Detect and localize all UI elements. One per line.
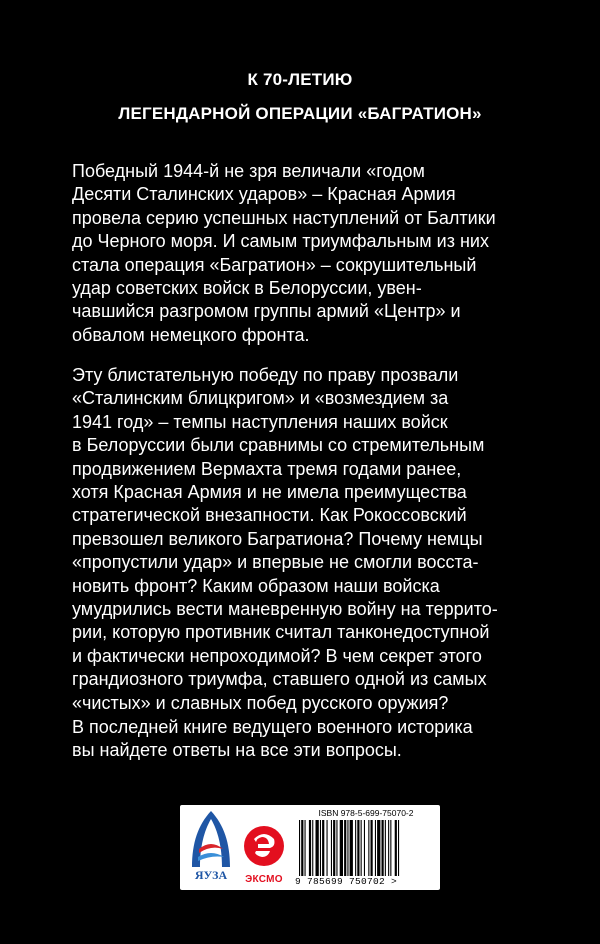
text-line: рии, которую противник считал танконедоступной [72,622,490,643]
text-line: «чистых» и славных побед русского оружия? [72,692,449,713]
barcode-digits: 9 785699 750702 > [295,876,398,887]
barcode [295,808,437,888]
publisher-barcode-strip [180,805,440,890]
text-line: «пропустили удар» и впервые не смогли восста- [72,552,479,573]
text-line: новить фронт? Каким образом наши войска [72,575,440,596]
text-line: продвижением Вермахта тремя годами ранее, [72,458,462,479]
text-line: вы найдете ответы на все эти вопросы. [72,740,402,761]
eksmo-logo-text: ЭКСМО [245,874,283,885]
text-line: стратегической внезапности. Как Рокоссовский [72,505,467,526]
text-line: провела серию успешных наступлений от Балтики [72,207,496,228]
text-line: грандиозного триумфа, ставшего одной из самых [72,669,487,690]
text-line: Эту блистательную победу по праву прозвали [72,365,459,385]
text-line: чавшийся разгромом группы армий «Центр» и [72,301,461,322]
text-line: «Сталинским блицкригом» и «возмездием за [72,388,449,409]
eksmo-emblem-icon [240,823,288,869]
text-line: обвалом немецкого фронта. [72,324,310,345]
text-line: В последней книге ведущего военного историка [72,717,473,737]
barcode-bars [299,820,433,876]
yauza-logo [186,809,236,885]
text-line: Победный 1944-й не зря величали «годом [72,161,425,181]
eksmo-logo [240,823,288,887]
text-line: и фактически непроходимой? В чем секрет этого [72,645,482,666]
text-line: в Белоруссии были сравнимы со стремительным [72,435,485,456]
text-line: превзошел великого Багратиона? Почему немцы [72,528,483,549]
text-line: хотя Красная Армия и не имела преимущества [72,482,467,503]
text-line: 1941 год» – темпы наступления наших войск [72,411,448,432]
text-line: умудрились вести маневренную войну на террито- [72,599,498,620]
text-line: стала операция «Багратион» – сокрушительный [72,254,477,275]
yauza-logo-text: ЯУЗА [194,868,228,882]
isbn-text: ISBN 978-5-699-75070-2 [318,808,414,818]
heading-line-1: К 70-ЛЕТИЮ [247,70,353,89]
yauza-emblem-icon [186,809,236,871]
text-line: Десяти Сталинских ударов» – Красная Армия [72,184,456,205]
text-line: до Черного моря. И самым триумфальным из них [72,231,489,252]
paragraph-3 [72,716,528,763]
paragraph-1 [72,160,528,347]
paragraph-2 [72,364,528,715]
text-line: удар советских войск в Белоруссии, увен- [72,278,422,299]
heading-line-2: ЛЕГЕНДАРНОЙ ОПЕРАЦИИ «БАГРАТИОН» [118,104,482,123]
